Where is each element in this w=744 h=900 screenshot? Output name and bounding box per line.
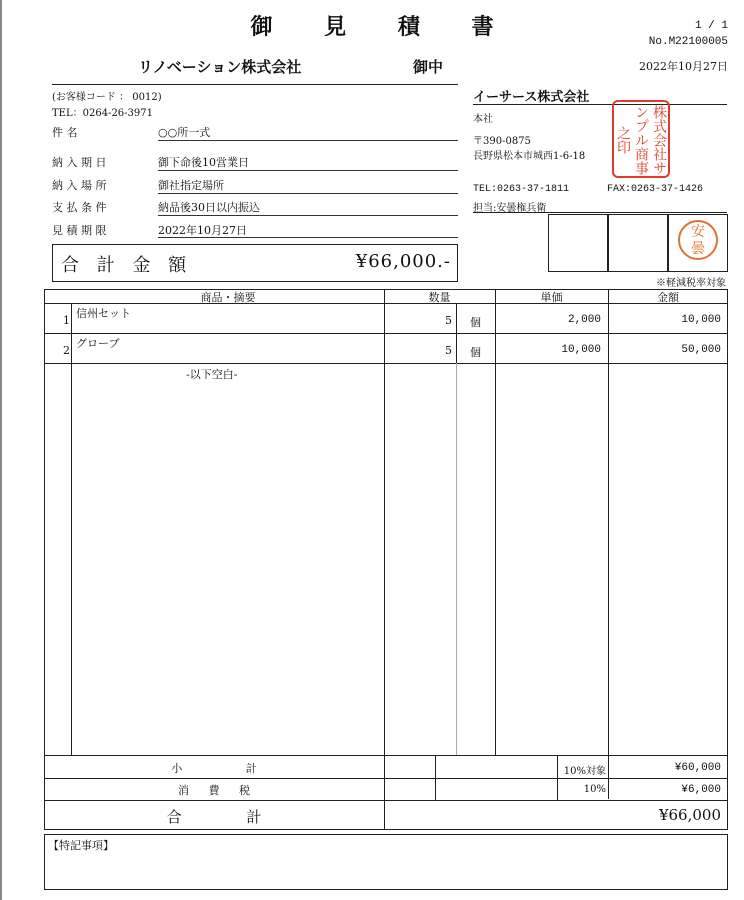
subtotal-tax-label: 10%対象: [563, 766, 606, 777]
seal-char: ン: [633, 105, 649, 119]
seal-char: 株: [651, 105, 667, 119]
total-amount-label: 合 計 金 額: [61, 255, 193, 276]
seal-char: ル: [633, 133, 649, 147]
company-underline: [473, 104, 727, 105]
page-number: 1 / 1: [694, 20, 728, 32]
customer-tel: TEL：0264-26-3971: [52, 108, 153, 119]
customer-code: (お客様コード ： 0012): [52, 92, 162, 103]
company-tel: TEL:0263-37-1811: [473, 184, 570, 195]
label-validity: 見 積 期 限: [52, 224, 107, 237]
stamp-box-2: [608, 214, 668, 272]
row-unit: 個: [470, 316, 481, 329]
company-address: 長野県松本市城西1-6-18: [473, 151, 586, 162]
seal-char: 之: [615, 126, 631, 140]
stamp-box-1: [548, 214, 608, 272]
grand-total-label: 合 計: [166, 808, 292, 826]
row-divider: [158, 215, 458, 216]
row-price: 10,000: [561, 344, 601, 356]
subtotal-label: 小 計: [171, 762, 287, 775]
row-item: グローブ: [76, 337, 120, 350]
seal-char: 式: [651, 119, 667, 133]
seal-char: 印: [615, 140, 631, 154]
value-delivery-place: 御社指定場所: [158, 179, 224, 192]
grand-total-value: ¥66,000: [658, 806, 721, 824]
value-subject: ○○所一式: [158, 126, 211, 139]
row-qty: 5: [445, 344, 452, 357]
document-number: No.M22100005: [648, 36, 728, 48]
company-seal: [612, 100, 670, 178]
value-payment-terms: 納品後30日以内振込: [158, 201, 260, 214]
company-zip: 〒390-0875: [473, 136, 531, 147]
label-subject: 件 名: [52, 126, 78, 139]
items-table-grid: [44, 289, 729, 831]
blank-note: -以下空白-: [186, 368, 238, 381]
value-delivery-date: 御下命後10営業日: [158, 156, 249, 169]
subtotal-value: ¥60,000: [674, 762, 721, 774]
customer-name: リノベーション株式会社: [138, 58, 302, 76]
row-amount: 10,000: [681, 314, 721, 326]
seal-char: 社: [651, 147, 667, 161]
hanko-char: 曇: [691, 241, 705, 257]
company-fax: FAX:0263-37-1426: [607, 184, 704, 195]
header-unit-price: 単価: [540, 291, 563, 304]
seal-char: プ: [633, 119, 649, 133]
seal-char: 商: [633, 147, 649, 161]
row-item: 信州セット: [76, 307, 131, 320]
label-delivery-place: 納 入 場 所: [52, 179, 107, 192]
row-amount: 50,000: [681, 344, 721, 356]
row-price: 2,000: [567, 314, 601, 326]
honorific: 御中: [413, 58, 444, 76]
company-name: イーサース株式会社: [473, 90, 590, 105]
tax-rate: 10%: [583, 784, 606, 795]
hanko-char: 安: [691, 224, 705, 240]
company-staff: 担当:安曇権兵衛: [473, 203, 547, 214]
tax-value: ¥6,000: [681, 784, 721, 796]
document-title: 御 見 積 書: [250, 14, 516, 40]
remarks-label: 【特記事項】: [48, 839, 114, 852]
page-edge: [0, 0, 2, 900]
header-qty: 数量: [428, 291, 451, 304]
row-divider: [158, 193, 458, 194]
company-branch: 本社: [473, 114, 493, 125]
personal-hanko: [678, 220, 718, 260]
seal-char: サ: [651, 161, 667, 175]
row-qty: 5: [445, 314, 452, 327]
row-unit: 個: [470, 346, 481, 359]
header-item: 商品・摘要: [200, 291, 256, 304]
customer-underline: [52, 84, 458, 85]
company-bottom-line: [473, 212, 727, 213]
row-divider: [158, 170, 458, 171]
seal-char: 会: [651, 133, 667, 147]
header-amount: 金額: [657, 291, 679, 304]
row-divider: [158, 140, 458, 141]
remarks-box: [44, 834, 728, 890]
label-payment-terms: 支 払 条 件: [52, 201, 107, 214]
tax-note: ※軽減税率対象: [656, 278, 726, 289]
row-divider: [158, 237, 458, 238]
value-validity: 2022年10月27日: [158, 224, 247, 237]
total-amount-value: ¥66,000.-: [355, 251, 451, 272]
row-number: 1: [63, 314, 70, 327]
row-number: 2: [63, 344, 70, 357]
tax-label: 消 費 税: [178, 784, 258, 797]
label-delivery-date: 納 入 期 日: [52, 156, 107, 169]
issue-date: 2022年10月27日: [639, 60, 728, 73]
total-amount-box: [52, 244, 458, 282]
seal-char: 事: [633, 161, 649, 175]
